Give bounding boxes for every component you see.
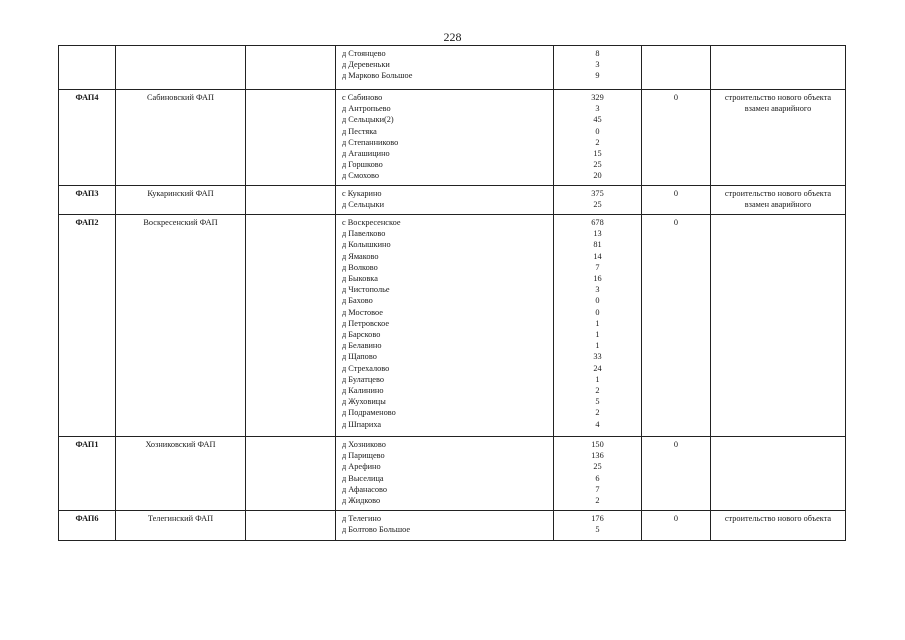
population-value: 5: [595, 397, 600, 407]
settlement-name: д Быковка: [342, 274, 378, 284]
empty-cell: [246, 215, 336, 437]
population-value: 2: [595, 496, 600, 506]
value-cell: [642, 46, 711, 90]
value-cell: 0: [642, 511, 711, 541]
population-value: 329: [591, 93, 604, 102]
population-value: 14: [593, 251, 602, 261]
population-value: 15: [593, 149, 602, 159]
note-cell: строительство нового объекта взамен аварийного: [711, 186, 846, 215]
fap-name-cell: [116, 46, 246, 90]
table-row: [59, 46, 846, 90]
settlement-name: д Сельцыки: [342, 200, 385, 210]
population-value: 25: [593, 200, 602, 210]
settlement-name: д Деревеньки: [342, 60, 390, 70]
population-value: 24: [593, 363, 602, 373]
settlement-name: д Жуховицы: [342, 397, 386, 407]
note-cell: строительство нового объекта: [711, 511, 846, 541]
settlement-name: с Сабиново: [342, 93, 383, 102]
settlement-name: д Мостовое: [342, 307, 383, 317]
table-row: [59, 437, 846, 511]
value-cell: 0: [642, 186, 711, 215]
population-value: 2: [595, 137, 600, 147]
population-value: 13: [593, 229, 602, 239]
population-value: 7: [595, 484, 600, 494]
population-value: 0: [595, 307, 600, 317]
population-cell: [554, 46, 642, 90]
note-cell: строительство нового объекта взамен аварийного: [711, 90, 846, 186]
settlement-name: д Болтово Большое: [342, 525, 411, 535]
note-cell: [711, 437, 846, 511]
fap-name-cell: Воскресенский ФАП: [116, 215, 246, 437]
settlement-name: д Стоянцево: [342, 49, 386, 58]
population-value: 9: [595, 71, 600, 81]
fap-name-cell: Хозниковский ФАП: [116, 437, 246, 511]
population-value: 1: [595, 374, 600, 384]
settlement-name: д Бахово: [342, 296, 373, 306]
note-cell: [711, 215, 846, 437]
population-value: 20: [593, 171, 602, 181]
population-value: 25: [593, 462, 602, 472]
fap-table: [58, 45, 846, 541]
population-cell: [554, 215, 642, 437]
empty-cell: [246, 90, 336, 186]
fap-name-cell: Кукаринский ФАП: [116, 186, 246, 215]
settlement-name: д Шпариха: [342, 419, 382, 429]
population-value: 6: [595, 473, 600, 483]
value-cell: 0: [642, 90, 711, 186]
empty-cell: [246, 511, 336, 541]
empty-cell: [246, 46, 336, 90]
settlement-name: д Ямаково: [342, 251, 379, 261]
settlement-name: д Колышкино: [342, 240, 391, 250]
population-value: 5: [595, 525, 600, 535]
population-value: 1: [595, 330, 600, 340]
fap-code-cell: ФАП2: [59, 215, 116, 437]
settlement-name: с Воскресенское: [342, 218, 401, 227]
settlement-name: д Парищево: [342, 451, 385, 461]
settlement-name: д Чистополье: [342, 285, 390, 295]
settlement-name: д Булатцево: [342, 374, 385, 384]
empty-cell: [246, 186, 336, 215]
population-value: 150: [591, 440, 604, 449]
population-value: 33: [593, 352, 602, 362]
population-value: 3: [595, 104, 600, 114]
population-value: 176: [591, 514, 604, 523]
settlement-name: д Волково: [342, 262, 378, 272]
population-value: 2: [595, 408, 600, 418]
value-cell: 0: [642, 215, 711, 437]
note-cell: [711, 46, 846, 90]
settlements-cell: [336, 186, 554, 215]
settlement-name: д Стрехалово: [342, 363, 390, 373]
fap-code-cell: ФАП4: [59, 90, 116, 186]
settlement-name: д Марково Большое: [342, 71, 413, 81]
population-cell: [554, 437, 642, 511]
settlement-name: д Щапово: [342, 352, 377, 362]
fap-code-cell: ФАП3: [59, 186, 116, 215]
population-value: 4: [595, 419, 600, 429]
table-row: [59, 511, 846, 541]
population-value: 1: [595, 341, 600, 351]
population-cell: [554, 186, 642, 215]
population-value: 0: [595, 126, 600, 136]
settlement-name: д Телегино: [342, 514, 381, 523]
population-value: 0: [595, 296, 600, 306]
population-value: 25: [593, 160, 602, 170]
settlement-name: д Жидково: [342, 496, 381, 506]
settlement-name: д Агашицино: [342, 149, 390, 159]
value-cell: 0: [642, 437, 711, 511]
settlement-name: с Кукарино: [342, 189, 382, 198]
population-value: 1: [595, 318, 600, 328]
settlements-cell: [336, 90, 554, 186]
table-row: [59, 215, 846, 437]
population-value: 7: [595, 262, 600, 272]
settlement-name: д Петровское: [342, 318, 390, 328]
population-value: 678: [591, 218, 604, 227]
population-cell: [554, 90, 642, 186]
page-number: 228: [443, 30, 462, 44]
empty-cell: [246, 437, 336, 511]
population-value: 16: [593, 274, 602, 284]
fap-code-cell: ФАП6: [59, 511, 116, 541]
fap-code-cell: [59, 46, 116, 90]
settlement-name: д Пестяка: [342, 126, 377, 136]
population-value: 81: [593, 240, 602, 250]
population-value: 3: [595, 285, 600, 295]
fap-code-cell: ФАП1: [59, 437, 116, 511]
table-row: [59, 186, 846, 215]
population-value: 2: [595, 386, 600, 396]
settlement-name: д Барсково: [342, 330, 381, 340]
settlement-name: д Подраменово: [342, 408, 396, 418]
settlement-name: д Афанасово: [342, 484, 387, 494]
fap-name-cell: Телегинский ФАП: [116, 511, 246, 541]
settlement-name: д Арефино: [342, 462, 381, 472]
settlement-name: д Калинино: [342, 386, 384, 396]
settlement-name: д Горшково: [342, 160, 383, 170]
settlement-name: д Сельцыки(2): [342, 115, 394, 125]
population-value: 45: [593, 115, 602, 125]
table-row: [59, 90, 846, 186]
settlement-name: д Степанниково: [342, 137, 399, 147]
population-value: 375: [591, 189, 604, 198]
settlement-name: д Павелково: [342, 229, 386, 239]
fap-name-cell: Сабиновский ФАП: [116, 90, 246, 186]
settlements-cell: [336, 215, 554, 437]
settlement-name: д Хозниково: [342, 440, 386, 449]
population-value: 136: [591, 451, 604, 461]
settlement-name: д Смохово: [342, 171, 380, 181]
settlements-cell: [336, 437, 554, 511]
settlements-cell: [336, 46, 554, 90]
population-cell: [554, 511, 642, 541]
settlement-name: д Белавино: [342, 341, 382, 351]
population-value: 8: [595, 49, 600, 58]
settlement-name: д Выселица: [342, 473, 384, 483]
population-value: 3: [595, 60, 600, 70]
settlements-cell: [336, 511, 554, 541]
settlement-name: д Антропьево: [342, 104, 391, 114]
